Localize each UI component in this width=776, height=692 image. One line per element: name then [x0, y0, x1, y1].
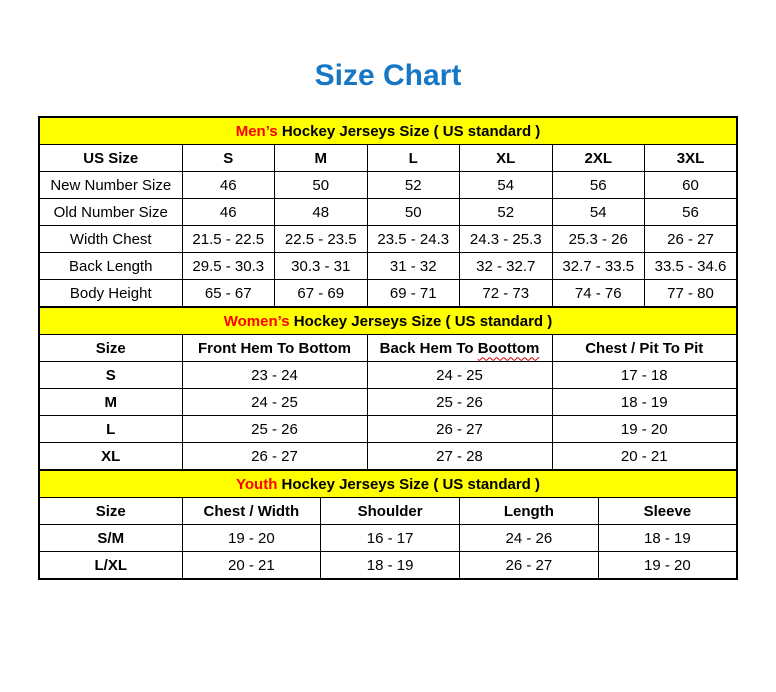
table-cell: 18 - 19 — [598, 525, 737, 552]
column-header: Shoulder — [321, 498, 460, 525]
column-header: Sleeve — [598, 498, 737, 525]
column-header: Front Hem To Bottom — [182, 335, 367, 362]
table-cell: 24 - 25 — [367, 362, 552, 389]
row-label: Body Height — [39, 280, 182, 308]
womens-section-title — [39, 307, 737, 335]
table-cell: 23.5 - 24.3 — [367, 226, 460, 253]
table-cell: 26 - 27 — [367, 416, 552, 443]
table-cell: 26 - 27 — [460, 552, 599, 580]
womens-title-text: Hockey Jerseys Size ( US standard ) — [289, 312, 553, 330]
table-cell: 17 - 18 — [552, 362, 737, 389]
mens-title-highlight: Men’s — [235, 122, 278, 140]
mens-title-text: Hockey Jerseys Size ( US standard ) — [277, 122, 541, 140]
table-cell: 18 - 19 — [552, 389, 737, 416]
table-cell: 19 - 20 — [182, 525, 321, 552]
column-header: XL — [460, 145, 553, 172]
row-label: New Number Size — [39, 172, 182, 199]
table-cell: 32 - 32.7 — [460, 253, 553, 280]
youth-title-text: Hockey Jerseys Size ( US standard ) — [277, 475, 540, 493]
misspelled-word: Boottom — [477, 339, 540, 357]
column-header: Length — [460, 498, 599, 525]
table-cell: 30.3 - 31 — [275, 253, 368, 280]
table-cell: 69 - 71 — [367, 280, 460, 308]
table-cell: 32.7 - 33.5 — [552, 253, 645, 280]
row-label: Back Length — [39, 253, 182, 280]
column-header: 2XL — [552, 145, 645, 172]
table-cell: 18 - 19 — [321, 552, 460, 580]
page-title: Size Chart — [314, 59, 462, 92]
table-cell: 29.5 - 30.3 — [182, 253, 275, 280]
youth-size-table — [38, 469, 738, 580]
table-row — [39, 552, 737, 580]
column-header: M — [275, 145, 368, 172]
table-cell: 52 — [367, 172, 460, 199]
column-header: Size — [39, 498, 182, 525]
table-cell: 25.3 - 26 — [552, 226, 645, 253]
table-row — [39, 525, 737, 552]
table-cell: 56 — [552, 172, 645, 199]
table-cell: 25 - 26 — [182, 416, 367, 443]
column-header: Chest / Pit To Pit — [552, 335, 737, 362]
table-cell: 50 — [367, 199, 460, 226]
table-cell: 21.5 - 22.5 — [182, 226, 275, 253]
table-cell: 23 - 24 — [182, 362, 367, 389]
table-cell: 19 - 20 — [552, 416, 737, 443]
table-cell: 16 - 17 — [321, 525, 460, 552]
column-header: L — [367, 145, 460, 172]
mens-section-title — [39, 117, 737, 145]
table-cell: 20 - 21 — [182, 552, 321, 580]
table-cell: 50 — [275, 172, 368, 199]
row-label: Width Chest — [39, 226, 182, 253]
table-cell: 54 — [460, 172, 553, 199]
size-chart-tables — [38, 116, 738, 580]
table-cell: 52 — [460, 199, 553, 226]
table-cell: 48 — [275, 199, 368, 226]
youth-section-title — [39, 470, 737, 498]
table-cell: 54 — [552, 199, 645, 226]
table-cell: 19 - 20 — [598, 552, 737, 580]
womens-column-header-row — [39, 335, 737, 362]
table-cell: 27 - 28 — [367, 443, 552, 471]
table-cell: 26 - 27 — [182, 443, 367, 471]
table-cell: 67 - 69 — [275, 280, 368, 308]
table-cell: 46 — [182, 172, 275, 199]
youth-section-header-row — [39, 470, 737, 498]
table-row — [39, 416, 737, 443]
table-cell: 60 — [645, 172, 738, 199]
table-row — [39, 172, 737, 199]
table-cell: 24.3 - 25.3 — [460, 226, 553, 253]
table-cell: 72 - 73 — [460, 280, 553, 308]
row-label: L — [39, 416, 182, 443]
table-cell: 33.5 - 34.6 — [645, 253, 738, 280]
column-header — [367, 335, 552, 362]
table-row — [39, 389, 737, 416]
table-cell: 46 — [182, 199, 275, 226]
womens-size-table — [38, 306, 738, 471]
womens-title-highlight: Women’s — [223, 312, 290, 330]
table-cell: 24 - 25 — [182, 389, 367, 416]
row-label: L/XL — [39, 552, 182, 580]
table-cell: 22.5 - 23.5 — [275, 226, 368, 253]
column-header: S — [182, 145, 275, 172]
row-label: S/M — [39, 525, 182, 552]
youth-title-highlight: Youth — [236, 475, 278, 493]
table-cell: 25 - 26 — [367, 389, 552, 416]
table-row — [39, 253, 737, 280]
mens-column-header-row — [39, 145, 737, 172]
table-row — [39, 280, 737, 308]
table-cell: 20 - 21 — [552, 443, 737, 471]
mens-section-header-row — [39, 117, 737, 145]
youth-column-header-row — [39, 498, 737, 525]
table-cell: 56 — [645, 199, 738, 226]
table-cell: 24 - 26 — [460, 525, 599, 552]
table-row — [39, 226, 737, 253]
table-cell: 26 - 27 — [645, 226, 738, 253]
column-header: Size — [39, 335, 182, 362]
table-cell: 77 - 80 — [645, 280, 738, 308]
row-label: XL — [39, 443, 182, 471]
column-header-text: Back Hem To — [379, 339, 478, 357]
womens-section-header-row — [39, 307, 737, 335]
column-header: US Size — [39, 145, 182, 172]
table-cell: 74 - 76 — [552, 280, 645, 308]
table-row — [39, 443, 737, 471]
table-row — [39, 199, 737, 226]
table-row — [39, 362, 737, 389]
row-label: Old Number Size — [39, 199, 182, 226]
row-label: S — [39, 362, 182, 389]
column-header: Chest / Width — [182, 498, 321, 525]
mens-size-table — [38, 116, 738, 308]
table-cell: 65 - 67 — [182, 280, 275, 308]
row-label: M — [39, 389, 182, 416]
column-header: 3XL — [645, 145, 738, 172]
table-cell: 31 - 32 — [367, 253, 460, 280]
